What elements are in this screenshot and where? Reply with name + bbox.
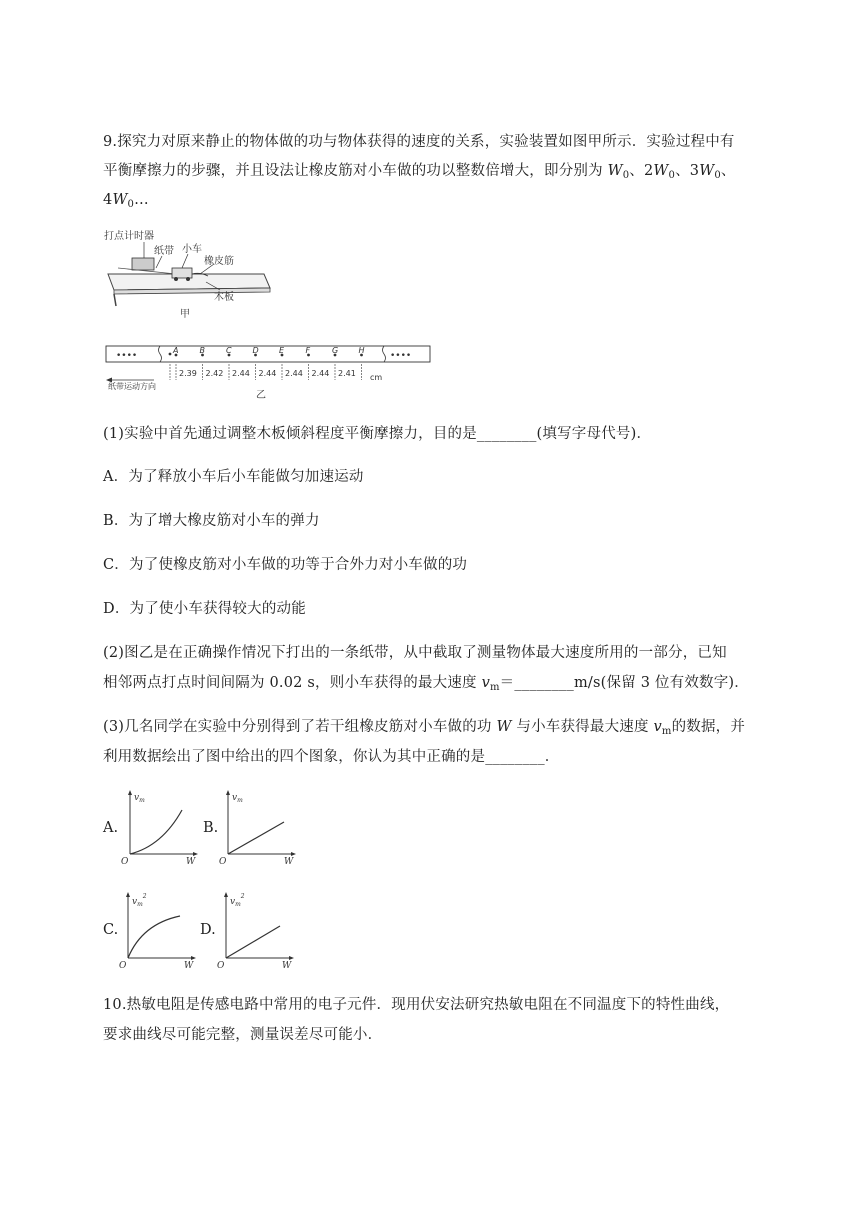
svg-text:W: W <box>284 857 294 866</box>
graph-d-line <box>226 926 280 958</box>
tape-point-label: H <box>358 346 365 355</box>
q9-part3-line2: 利用数据绘出了图中给出的四个图象，你认为其中正确的是________． <box>103 749 560 765</box>
graph-label-b: B. <box>203 820 219 836</box>
q9-part3-line1: (3)几名同学在实验中分别得到了若干组橡皮筋对小车做的功 W 与小车获得最大速度 $v_m$的数据，并 <box>103 719 746 737</box>
q10-line2: 要求曲线尽可能完整，测量误差尽可能小． <box>103 1027 383 1043</box>
q10-line1: 10.热敏电阻是传感电路中常用的电子元件．现用伏安法研究热敏电阻在不同温度下的特性曲线， <box>103 997 730 1013</box>
svg-text:O: O <box>217 961 225 970</box>
q9-intro-line1: 9.探究力对原来静止的物体做的功与物体获得的速度的关系，实验装置如图甲所示．实验过程中有 <box>103 134 735 150</box>
tape-unit: cm <box>370 373 383 382</box>
option-b: B．为了增大橡皮筋对小车的弹力 <box>103 513 320 529</box>
graph-a-curve <box>130 810 182 854</box>
tape-distance-label: 2.44 <box>232 369 250 378</box>
label-tape: 纸带 <box>154 246 174 257</box>
svg-text:vm2: $v_m^2$ <box>230 893 245 908</box>
svg-text:vm: $v_m$ <box>134 793 145 804</box>
tape-point-label: G <box>332 346 339 355</box>
option-d: D．为了使小车获得较大的动能 <box>103 601 306 617</box>
figure-jia-apparatus <box>104 228 274 320</box>
figure-yi-tape <box>104 340 434 402</box>
svg-text:W: W <box>184 961 194 970</box>
caption-jia: 甲 <box>180 309 190 320</box>
svg-text:W: W <box>186 857 196 866</box>
q9-part1: (1)实验中首先通过调整木板倾斜程度平衡摩擦力，目的是________(填写字母代号)． <box>103 426 652 442</box>
svg-text:O: O <box>119 961 127 970</box>
graph-label-a: A. <box>103 820 119 836</box>
q9-part2-line1: (2)图乙是在正确操作情况下打出的一条纸带，从中截取了测量物体最大速度所用的一部分，已知 <box>103 645 727 661</box>
tape-distance-label: 2.44 <box>311 369 330 378</box>
tape-distance-label: 2.44 <box>258 369 277 378</box>
tape-point-label: C <box>226 346 232 355</box>
label-rubber-band: 橡皮筋 <box>204 256 234 267</box>
svg-text:vm: $v_m$ <box>232 793 243 804</box>
tape-dimensions <box>176 364 362 380</box>
graph-label-c: C. <box>103 922 119 938</box>
svg-text:W: W <box>282 961 292 970</box>
graph-c <box>116 890 198 970</box>
option-a: A．为了释放小车后小车能做匀加速运动 <box>103 469 364 485</box>
tape-distance-label: 2.44 <box>285 369 303 378</box>
svg-text:vm2: $v_m^2$ <box>132 893 147 908</box>
tape-direction: 纸带运动方向 <box>108 382 156 391</box>
tape-point-label: D <box>252 346 259 355</box>
graph-d <box>214 890 296 970</box>
tape-point-label: F <box>305 346 311 355</box>
graph-label-d: D. <box>200 922 216 938</box>
caption-yi: 乙 <box>256 390 266 401</box>
tape-point-label: E <box>279 346 285 355</box>
graph-a <box>118 788 200 866</box>
tape-dots-right: •••• <box>390 351 412 361</box>
tape-distance-label: 2.41 <box>338 369 356 378</box>
graph-b-line <box>228 822 284 854</box>
q9-intro-line3: $4W_0\dots$ <box>103 192 149 210</box>
graph-b <box>216 788 298 866</box>
label-timer: 打点计时器 <box>104 231 154 242</box>
tape-point-label: A <box>173 346 179 355</box>
q9-part2-line2: 相邻两点打点时间间隔为 0.02 s，则小车获得的最大速度 $v_m=\_\_\_\_\_\_\_\_m/s$(保留 3 位有效数字)． <box>103 675 749 693</box>
label-board: 木板 <box>214 292 234 303</box>
svg-text:O: O <box>219 857 227 866</box>
q9-intro-line2: 平衡摩擦力的步骤，并且设法让橡皮筋对小车做的功以整数倍增大，即分别为 $W_0$、$2W_0$、$3W_0$、 <box>103 163 736 181</box>
tape-dots-left: •••• <box>116 351 138 361</box>
tape-distance-label: 2.39 <box>179 369 197 378</box>
graph-c-curve <box>128 916 180 958</box>
option-c: C．为了使橡皮筋对小车做的功等于合外力对小车做的功 <box>103 557 468 573</box>
label-cart: 小车 <box>182 244 202 255</box>
svg-text:O: O <box>121 857 129 866</box>
tape-distance-label: 2.42 <box>205 369 224 378</box>
tape-point-label: B <box>199 346 205 355</box>
